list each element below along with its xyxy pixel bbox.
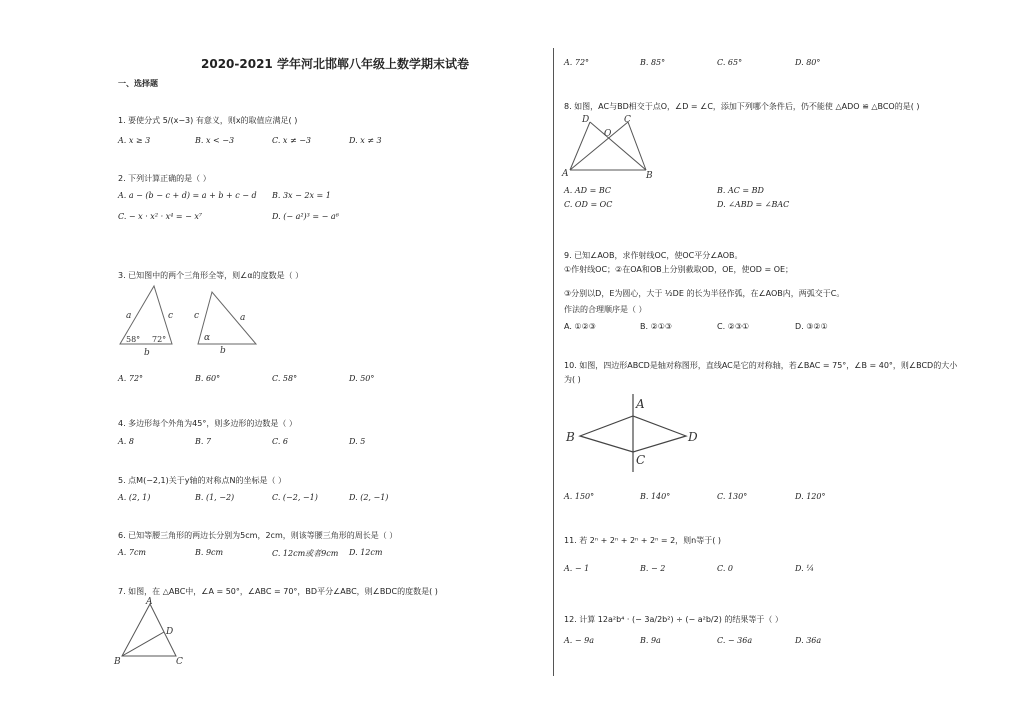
- q8-option-c: C. OD = OC: [564, 200, 613, 209]
- q3-right-label-b: b: [220, 346, 226, 356]
- q10-label-c: C: [636, 453, 646, 467]
- q5-option-a: A. (2, 1): [118, 493, 151, 502]
- question-12-stem: 12. 计算 12a²b⁴ · (− 3a/2b²) ÷ (− a²b/2) 的结果等于（ ）: [564, 615, 783, 624]
- q8-label-b: B: [646, 171, 653, 180]
- question-8-stem: 8. 如图，AC与BD相交于点O，∠D = ∠C，添加下列哪个条件后，仍不能使 △ADO ≌ △BCO的是( ): [564, 102, 920, 111]
- q3-figure: [112, 282, 272, 358]
- q1-option-b: B. x < −3: [195, 136, 235, 145]
- q4-option-b: B. 7: [195, 437, 212, 446]
- q9-option-c: C. ②③①: [717, 322, 750, 331]
- q10-option-b: B. 140°: [640, 492, 671, 501]
- q2-option-d: D. (− a²)³ = − a⁶: [272, 212, 339, 221]
- question-6-stem: 6. 已知等腰三角形的两边长分别为5cm，2cm，则该等腰三角形的周长是（ ）: [118, 531, 398, 540]
- q3-left-angle-58: 58°: [126, 335, 141, 344]
- q7-option-b: B. 85°: [640, 58, 666, 67]
- q5-option-c: C. (−2, −1): [272, 493, 318, 502]
- q10-label-b: B: [566, 430, 575, 444]
- q7-label-b: B: [114, 657, 121, 667]
- q2-option-a: A. a − (b − c + d) = a + b + c − d: [118, 191, 257, 200]
- question-2-stem: 2. 下列计算正确的是（ ）: [118, 174, 211, 183]
- q5-option-b: B. (1, −2): [195, 493, 235, 502]
- q7-option-d: D. 80°: [795, 58, 821, 67]
- question-3-stem: 3. 已知图中的两个三角形全等，则∠α的度数是（ ）: [118, 271, 304, 280]
- q3-option-d: D. 50°: [349, 374, 375, 383]
- q11-option-a: A. − 1: [564, 564, 590, 573]
- q6-option-b: B. 9cm: [195, 548, 224, 557]
- question-5-stem: 5. 点M(−2,1)关于y轴的对称点N的坐标是（ ）: [118, 476, 287, 485]
- q8-line-ad: [570, 122, 590, 170]
- q3-left-angle-72: 72°: [152, 335, 167, 344]
- q11-option-b: B. − 2: [640, 564, 666, 573]
- question-7-stem: 7. 如图，在 △ABC中，∠A = 50°，∠ABC = 70°，BD平分∠ABC，则∠BDC的度数是( ): [118, 587, 438, 596]
- q12-option-b: B. 9a: [640, 636, 661, 645]
- q1-option-c: C. x ≠ −3: [272, 136, 312, 145]
- column-divider: [553, 48, 554, 676]
- question-1-stem: 1. 要使分式 5/(x−3) 有意义，则x的取值应满足( ): [118, 116, 298, 125]
- q7-option-a: A. 72°: [564, 58, 590, 67]
- q3-right-label-c: c: [194, 311, 200, 321]
- q6-option-a: A. 7cm: [118, 548, 147, 557]
- q11-option-c: C. 0: [717, 564, 734, 573]
- q3-option-a: A. 72°: [118, 374, 144, 383]
- q3-left-label-c: c: [168, 311, 174, 321]
- q3-left-label-b: b: [144, 348, 150, 358]
- q9-option-b: B. ②①③: [640, 322, 673, 331]
- q8-label-a: A: [562, 169, 569, 179]
- q7-label-c: C: [176, 657, 183, 667]
- q10-label-d: D: [688, 430, 698, 444]
- question-11-stem: 11. 若 2ⁿ + 2ⁿ + 2ⁿ + 2ⁿ = 2，则n等于( ): [564, 536, 722, 545]
- q2-option-b: B. 3x − 2x = 1: [272, 191, 331, 200]
- q9-step-line-1: ①作射线OC；②在OA和OB上分别截取OD，OE，使OD = OE；: [564, 265, 794, 274]
- q8-option-d: D. ∠ABD = ∠BAC: [717, 200, 790, 209]
- q7-label-d: D: [166, 627, 174, 637]
- q1-option-d: D. x ≠ 3: [349, 136, 382, 145]
- q4-option-c: C. 6: [272, 437, 289, 446]
- q3-option-b: B. 60°: [195, 374, 221, 383]
- q10-label-a: A: [636, 397, 645, 411]
- q7-figure: [112, 596, 192, 668]
- document-title: 2020-2021 学年河北邯郸八年级上数学期末试卷: [201, 57, 469, 71]
- q6-option-c: C. 12cm或者9cm: [272, 549, 339, 558]
- section-heading: 一、选择题: [118, 79, 158, 88]
- q12-option-d: D. 36a: [795, 636, 822, 645]
- q8-figure: [560, 112, 660, 180]
- q9-step-line-3: 作法的合理顺序是（ ）: [564, 305, 647, 314]
- q10-option-c: C. 130°: [717, 492, 748, 501]
- q9-option-d: D. ③②①: [795, 322, 828, 331]
- q8-label-c: C: [624, 115, 631, 125]
- q10-option-d: D. 120°: [795, 492, 826, 501]
- q4-option-a: A. 8: [118, 437, 134, 446]
- q9-option-a: A. ①②③: [564, 322, 596, 331]
- q2-option-c: C. − x · x² · x⁴ = − x⁷: [118, 212, 203, 221]
- q11-option-d: D. ¼: [795, 564, 814, 573]
- q8-option-a: A. AD = BC: [564, 186, 611, 195]
- question-4-stem: 4. 多边形每个外角为45°，则多边形的边数是（ ）: [118, 419, 297, 428]
- q7-option-c: C. 65°: [717, 58, 743, 67]
- q4-option-d: D. 5: [349, 437, 366, 446]
- question-9-stem: 9. 已知∠AOB，求作射线OC，使OC平分∠AOB。: [564, 251, 743, 260]
- q12-option-a: A. − 9a: [564, 636, 594, 645]
- q10-figure: [562, 394, 712, 474]
- q5-option-d: D. (2, −1): [349, 493, 389, 502]
- question-10-stem: 10. 如图，四边形ABCD是轴对称图形，直线AC是它的对称轴，若∠BAC = 75°，∠B = 40°，则∠BCD的大小: [564, 361, 958, 370]
- q9-step-line-2: ③分别以D，E为圆心，大于 ½DE 的长为半径作弧，在∠AOB内，两弧交于C。: [564, 289, 845, 298]
- q1-option-a: A. x ≥ 3: [118, 136, 151, 145]
- q7-label-a: A: [146, 597, 153, 607]
- q8-label-d: D: [582, 115, 590, 125]
- q12-option-c: C. − 36a: [717, 636, 753, 645]
- q3-left-label-a: a: [126, 311, 132, 321]
- q3-option-c: C. 58°: [272, 374, 298, 383]
- q6-option-d: D. 12cm: [349, 548, 383, 557]
- q3-right-alpha: α: [204, 333, 211, 343]
- q10-option-a: A. 150°: [564, 492, 595, 501]
- q3-right-label-a: a: [240, 313, 246, 323]
- q8-label-o: O: [604, 129, 612, 139]
- q8-option-b: B. AC = BD: [717, 186, 764, 195]
- question-10-stem-cont: 为( ): [564, 375, 581, 384]
